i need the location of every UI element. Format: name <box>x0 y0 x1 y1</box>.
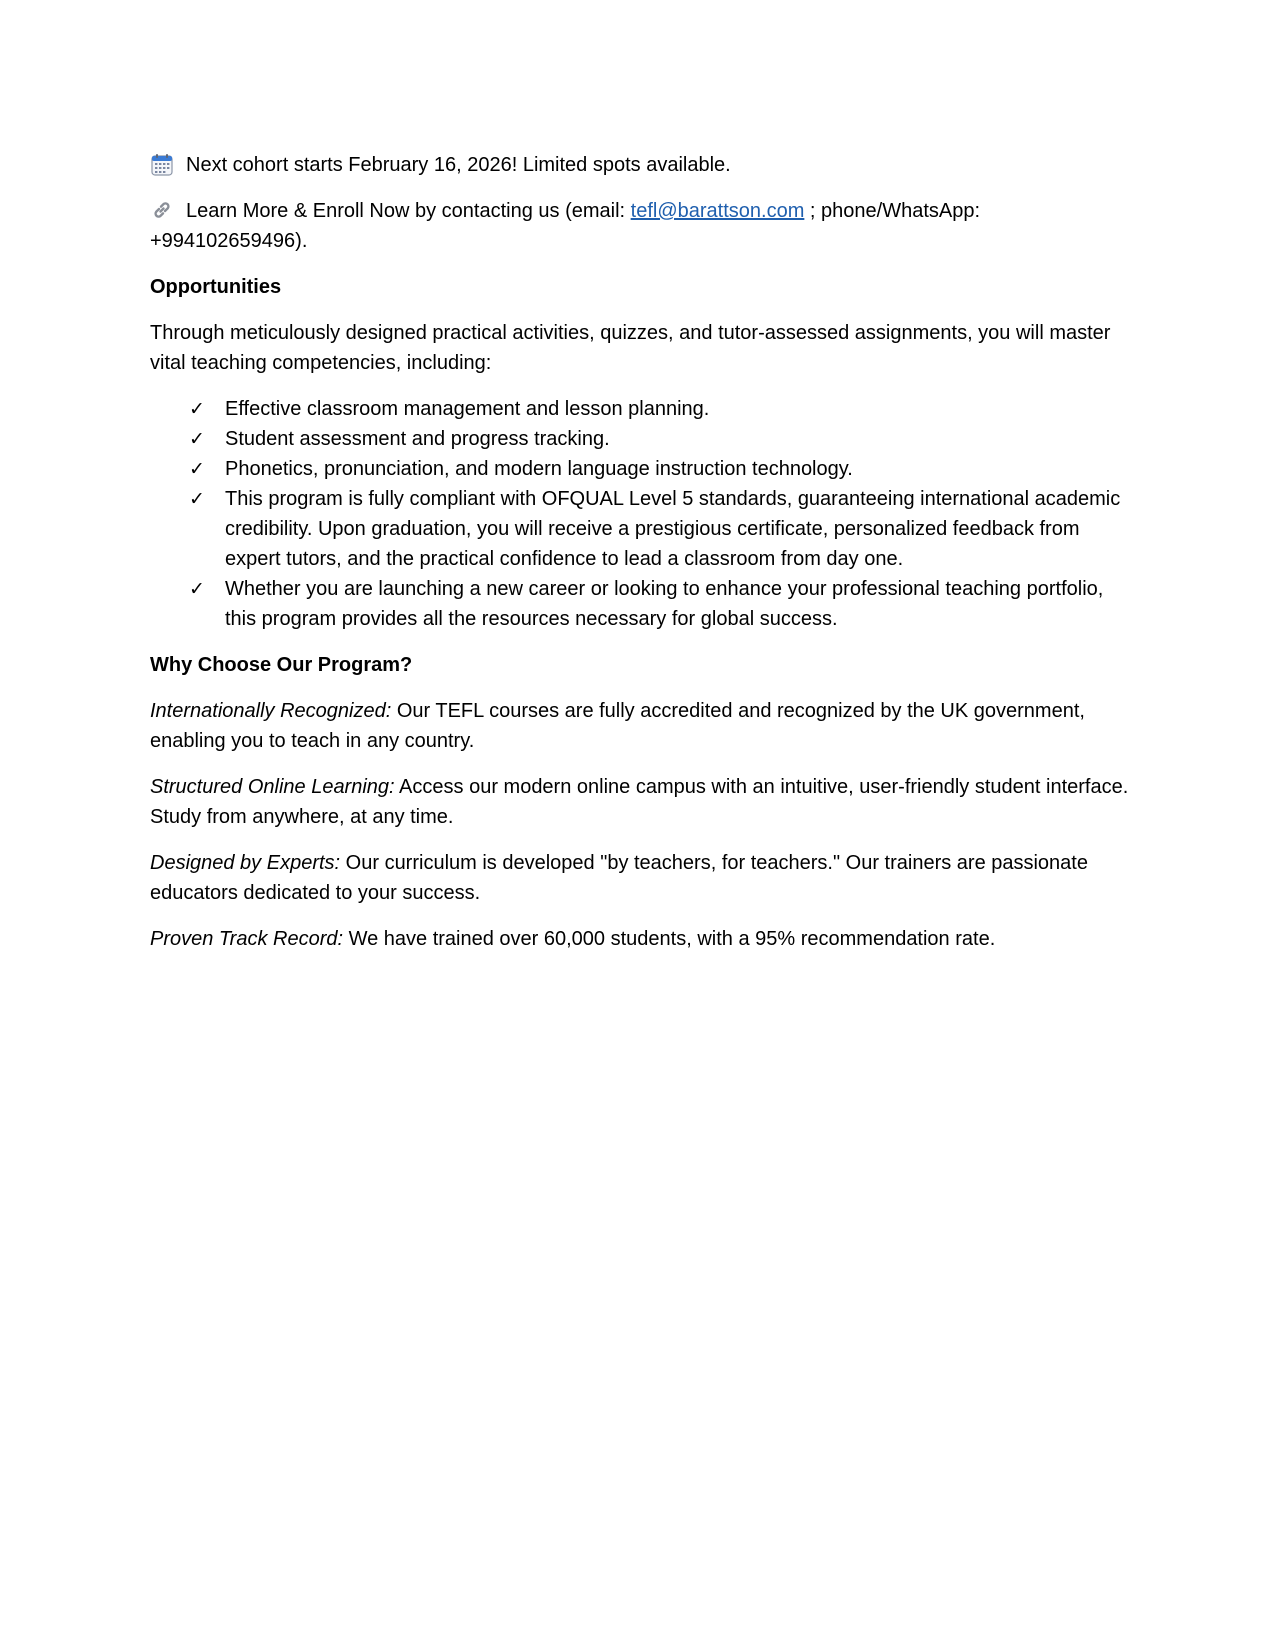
enroll-prefix: Learn More & Enroll Now by contacting us (email: <box>186 200 631 222</box>
why-point <box>150 848 1130 908</box>
list-item <box>150 424 1130 454</box>
why-point-term: Internationally Recognized: <box>150 700 392 722</box>
link-icon <box>150 198 174 222</box>
checkmark-icon: ✓ <box>189 488 205 510</box>
why-heading: Why Choose Our Program? <box>150 654 413 676</box>
enroll-phone: +994102659496). <box>150 230 308 252</box>
checkmark-icon: ✓ <box>189 428 205 450</box>
enroll-paragraph <box>150 196 1130 256</box>
list-item-text: This program is fully compliant with OFQUAL Level 5 standards, guaranteeing international academic credibility. Upon graduation, you will receive a prestigious certificate, personalized feedback from expert tutors, and the practical confidence to lead a classroom from day one. <box>225 488 1121 570</box>
document-page <box>150 150 1130 970</box>
list-item-text: Effective classroom management and lesson planning. <box>225 398 710 420</box>
why-point-term: Proven Track Record: <box>150 928 344 950</box>
why-point-term: Structured Online Learning: <box>150 776 395 798</box>
email-link[interactable]: tefl@barattson.com <box>630 200 805 222</box>
list-item-text: Student assessment and progress tracking. <box>225 428 610 450</box>
cohort-text: Next cohort starts February 16, 2026! Limited spots available. <box>186 154 731 176</box>
checkmark-icon: ✓ <box>189 578 205 600</box>
list-item <box>150 394 1130 424</box>
list-item-text: Phonetics, pronunciation, and modern language instruction technology. <box>225 458 853 480</box>
opportunities-intro: Through meticulously designed practical activities, quizzes, and tutor-assessed assignments, you will master vital teaching competencies, including: <box>150 322 1111 374</box>
calendar-icon <box>150 153 174 177</box>
competencies-list <box>150 394 1130 634</box>
list-item <box>150 574 1130 634</box>
why-point-text: We have trained over 60,000 students, with a 95% recommendation rate. <box>343 928 996 950</box>
cohort-line <box>150 150 1130 180</box>
checkmark-icon: ✓ <box>189 458 205 480</box>
why-point-term: Designed by Experts: <box>150 852 341 874</box>
why-point-text: Our curriculum is developed "by teachers, for teachers." Our trainers are passionate educators dedicated to your success. <box>150 852 1088 904</box>
why-point <box>150 772 1130 832</box>
why-point <box>150 696 1130 756</box>
list-item <box>150 454 1130 484</box>
why-point-text: Access our modern online campus with an intuitive, user-friendly student interface. Study from anywhere, at any time. <box>150 776 1129 828</box>
why-point <box>150 924 1130 954</box>
list-item <box>150 484 1130 574</box>
checkmark-icon: ✓ <box>189 398 205 420</box>
enroll-middle: ; phone/WhatsApp: <box>804 200 981 222</box>
list-item-text: Whether you are launching a new career or looking to enhance your professional teaching portfolio, this program provides all the resources necessary for global success. <box>225 578 1104 630</box>
why-point-text: Our TEFL courses are fully accredited and recognized by the UK government, enabling you to teach in any country. <box>150 700 1085 752</box>
opportunities-heading: Opportunities <box>150 276 282 298</box>
